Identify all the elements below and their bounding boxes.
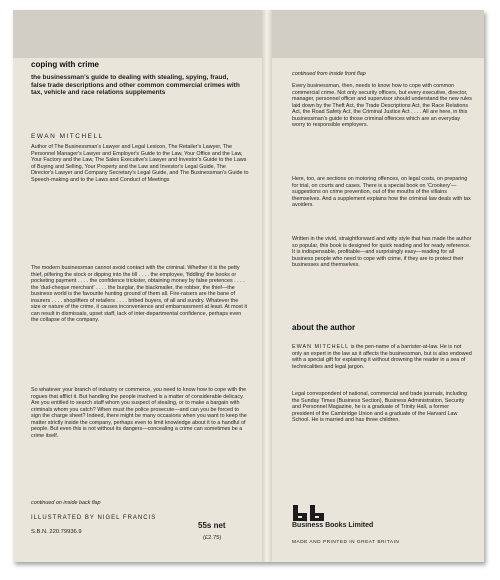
price: 55s net (198, 521, 226, 530)
flap-fold (262, 10, 272, 562)
about-author-text: is the pen-name of a barrister-at-law. He is not only an expert in the law as it affects the businessman, but is also endowed with a special gift for explaining it without drowning the reader in a sea of technicalities and legal jargon. (292, 344, 472, 370)
top-band (272, 10, 484, 58)
front-flap (13, 10, 262, 562)
printed-in-note: MADE AND PRINTED IN GREAT BRITAIN (292, 540, 400, 545)
dust-jacket (13, 10, 484, 562)
bb-logo-icon (292, 504, 326, 522)
author-name: EWAN MITCHELL (31, 133, 104, 140)
back-paragraph-1: Every businessman, then, needs to know how to cope with common commercial crime. Not only security officers, but every executive, director, manager, personnel officer and supervisor should understand the new rules laid down by the Theft Act, the Trade Descriptions Act, the Race Relations Act, the Road Safety Act, the Criminal Justice Act . . . . All are here, in this businessman's guide to those criminal offences which are an everyday worry to responsible employers. (292, 83, 472, 128)
publisher-name: Business Books Limited (292, 522, 374, 529)
author-bio: Author of The Businessman's Lawyer and Legal Lexicon, The Retailer's Lawyer, The Personnel Manager's Lawyer and Employer's Guide to the Law, Your Office and the Law, Your Factory and the Law, The Sales Executive's Lawyer and Investor's Guide to the Laws of Buying and Selling, Your Property and the Law and Investor's Legal Guide, The Director's Lawyer and Company Secretary's Legal Guide, and The Businessman's Guide to Speech-making and to the Laws and Conduct of Meetings (31, 144, 249, 183)
book-title: coping with crime (31, 60, 100, 69)
front-paragraph-1: The modern businessman cannot avoid contact with the criminal. Whether it is the petty thief, pilfering the stock or dipping into the till . . . . the employee, 'fiddling' the books or pocketing payment . . . . the confidence trickster, obtaining money by false pretences . . . . the 'dud-cheque merchant' . . . . the burglar, the blackmailer, the robber, the thief—the business world is the favourite hunting ground of them all. Fire-raisers are the bane of insurers . . . . shoplifters of retailers . . . . bribed buyers, of all and sundry. Whatever the size or nature of the crime, it causes inconvenience and embarrassment at least. At most it can result in dismissals, upset staff, lack of inter-departmental confidence, perhaps even the collapse of the company. (31, 265, 248, 323)
about-author-heading: about the author (292, 323, 356, 332)
continued-note: continued on inside back flap (31, 500, 101, 506)
back-flap (272, 10, 484, 562)
about-author-name: EWAN MITCHELL (292, 344, 350, 350)
front-paragraph-2: So whatever your branch of industry or commerce, you need to know how to cope with the rogues that afflict it. But handling the people involved is a matter of considerable delicacy. Are you entitled to search staff whom you suspect of stealing, or to make a bargain with criminals whom you catch? When must the police prosecute—and can you be forced to sign the charge sheet? Indeed, there might be many occasions when you want to keep the matter strictly inside the company, perhaps even to limit knowledge about it to a handful of people. But even this is not without its dangers—concealing a crime can sometimes be a crime itself. (31, 387, 247, 439)
book-subtitle: the businessman's guide to dealing with stealing, spying, fraud, false trade descriptions and other common commercial crimes with tax, vehicle and race relations supplements (31, 74, 240, 97)
back-paragraph-3: Written in the vivid, straightforward and witty style that has made the author so popular, this book is designed for quick reading and for ready reference. It is indispensable, profitable—and surprisingly easy—reading for all business people who need to cope with crime, if they are to protect their businesses and themselves. (292, 236, 472, 268)
illustrator-credit: ILLUSTRATED BY NIGEL FRANCIS (31, 515, 157, 521)
price-decimal: (£2.75) (203, 535, 222, 541)
back-paragraph-2: Here, too, are sections on motoring offences, on legal costs, on preparing for trial, on courts and cases. There is a special book on 'Crookery'—suggestions on crime prevention, out of the mouths of the villains themselves. And a supplement explains how the criminal law deals with tax avoiders. (292, 176, 471, 208)
about-author-paragraph-1 (292, 344, 472, 370)
sbn-number: S.B.N. 220.79936.9 (31, 529, 82, 535)
about-author-paragraph-2: Legal correspondent of national, commercial and trade journals, including the Sunday Times (Business Section), Business Administration, Security and Personnel Magazine, he is a graduate of Trinity Hall, a former president of the Cambridge Union and a graduate of the Harvard Law School. He is married and has three children. (292, 391, 468, 423)
top-band (13, 10, 262, 58)
continued-from-note: continued from inside front flap (292, 71, 366, 77)
